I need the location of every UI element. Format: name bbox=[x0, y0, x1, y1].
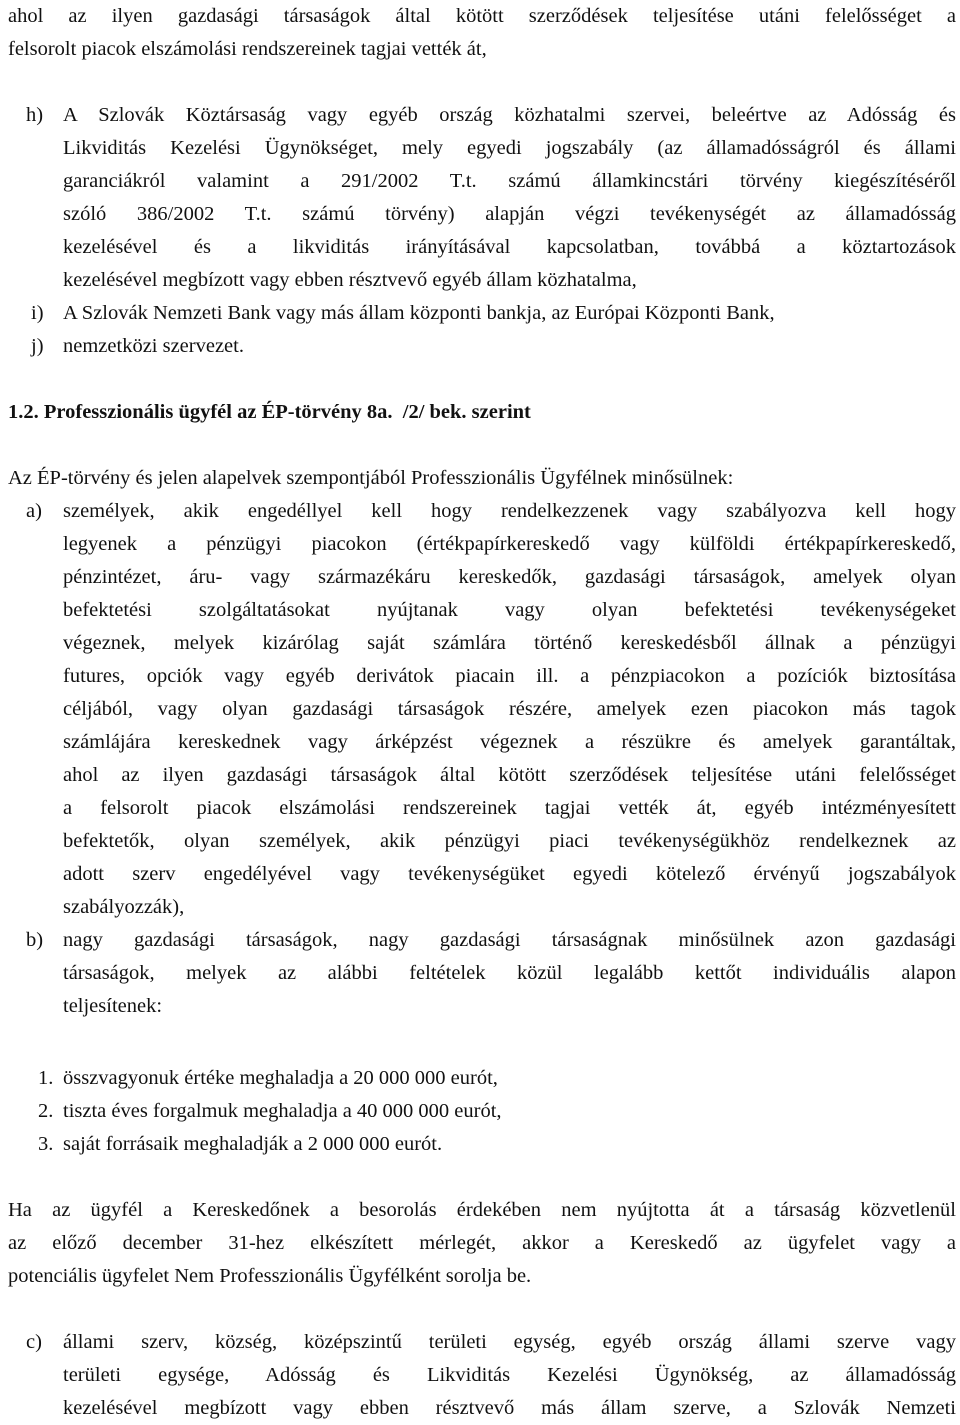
list-item-a-line: személyek, akik engedéllyel kell hogy rendelkezzenek vagy szabályozva kell hogy bbox=[63, 500, 956, 522]
list-item-h-line: garanciákról valamint a 291/2002 T.t. számú államkincstári törvény kiegészítéséről bbox=[63, 170, 956, 192]
list-marker-i: i) bbox=[31, 302, 44, 324]
list-item-h-line: kezelésével megbízott vagy ebben résztvevő egyéb állam közhatalma, bbox=[63, 269, 637, 291]
intro-line: Az ÉP-törvény és jelen alapelvek szempontjából Professzionális Ügyfélnek minősülnek: bbox=[8, 467, 734, 489]
list-item-a-line: a felsorolt piacok elszámolási rendszereinek tagjai vették át, egyéb intézményesített bbox=[63, 797, 956, 819]
list-item-a-line: futures, opciók vagy egyéb derivátok piacain ill. a pénzpiacokon a pozíciók biztosítása bbox=[63, 665, 956, 687]
list-item-a-line: ahol az ilyen gazdasági társaságok által kötött szerződések teljesítése utáni felelősséget bbox=[63, 764, 956, 786]
list-marker-c: c) bbox=[26, 1331, 42, 1353]
list-marker-a: a) bbox=[26, 500, 42, 522]
numbered-marker: 2. bbox=[38, 1100, 54, 1122]
list-item-b-line: társaságok, melyek az alábbi feltételek közül legalább kettőt individuális alapon bbox=[63, 962, 956, 984]
list-item-a-line: befektetők, olyan személyek, akik pénzügyi piaci tevékenységükhöz rendelkeznek az bbox=[63, 830, 956, 852]
list-item-h-line: Likviditás Kezelési Ügynökséget, mely egyedi jogszabály (az államadósságról és állami bbox=[63, 137, 956, 159]
list-item-h-line: szóló 386/2002 T.t. számú törvény) alapján végzi tevékenységét az államadósság bbox=[63, 203, 956, 225]
paragraph-line: Ha az ügyfél a Kereskedőnek a besorolás érdekében nem nyújtotta át a társaság közvetlenül bbox=[8, 1199, 956, 1221]
list-item-b-line: nagy gazdasági társaságok, nagy gazdasági társaságnak minősülnek azon gazdasági bbox=[63, 929, 956, 951]
list-item-a-line: legyenek a pénzügyi piacokon (értékpapírkereskedő vagy külföldi értékpapírkereskedő, bbox=[63, 533, 956, 555]
list-marker-j: j) bbox=[31, 335, 44, 357]
list-item-a-line: számlájára kereskednek vagy árképzést végeznek a részükre és amelyek garantáltak, bbox=[63, 731, 956, 753]
list-item-j-text: nemzetközi szervezet. bbox=[63, 335, 244, 357]
numbered-item: összvagyonuk értéke meghaladja a 20 000 000 eurót, bbox=[63, 1067, 498, 1089]
list-item-i-text: A Szlovák Nemzeti Bank vagy más állam központi bankja, az Európai Központi Bank, bbox=[63, 302, 775, 324]
list-marker-b: b) bbox=[26, 929, 44, 951]
numbered-marker: 3. bbox=[38, 1133, 54, 1155]
numbered-marker: 1. bbox=[38, 1067, 54, 1089]
numbered-item: tiszta éves forgalmuk meghaladja a 40 000 000 eurót, bbox=[63, 1100, 502, 1122]
list-item-c-line: állami szerv, község, középszintű területi egység, egyéb ország állami szerve vagy bbox=[63, 1331, 956, 1353]
list-item-a-line: szabályozzák), bbox=[63, 896, 185, 918]
paragraph-line: potenciális ügyfelet Nem Professzionális Ügyfélként sorolja be. bbox=[8, 1265, 532, 1287]
list-item-a-line: pénzintézet, áru- vagy származékáru kereskedők, gazdasági társaságok, amelyek olyan bbox=[63, 566, 956, 588]
list-item-a-line: befektetési szolgáltatásokat nyújtanak vagy olyan befektetési tevékenységeket bbox=[63, 599, 956, 621]
list-item-h-line: A Szlovák Köztársaság vagy egyéb ország közhatalmi szervei, beleértve az Adósság és bbox=[63, 104, 956, 126]
list-item-b-line: teljesítenek: bbox=[63, 995, 163, 1017]
numbered-item: saját forrásaik meghaladják a 2 000 000 eurót. bbox=[63, 1133, 443, 1155]
list-item-a-line: céljából, vagy olyan gazdasági társaságok részére, amelyek ezen piacokon más tagok bbox=[63, 698, 956, 720]
list-item-c-line: területi egysége, Adósság és Likviditás Kezelési Ügynökség, az államadósság bbox=[63, 1364, 956, 1386]
paragraph-line: ahol az ilyen gazdasági társaságok által kötött szerződések teljesítése utáni felelősséget a bbox=[8, 5, 956, 27]
list-item-h-line: kezelésével és a likviditás irányításával kapcsolatban, továbbá a köztartozások bbox=[63, 236, 956, 258]
list-item-a-line: végeznek, melyek kizárólag saját számlára történő kereskedésből állnak a pénzügyi bbox=[63, 632, 956, 654]
paragraph-line: felsorolt piacok elszámolási rendszereinek tagjai vették át, bbox=[8, 38, 487, 60]
list-item-c-line: kezelésével megbízott vagy ebben résztvevő más állam szerve, a Szlovák Nemzeti bbox=[63, 1397, 956, 1419]
paragraph-line: az előző december 31-hez elkészített mérlegét, akkor a Kereskedő az ügyfelet vagy a bbox=[8, 1232, 956, 1254]
list-item-a-line: adott szerv engedélyével vagy tevékenységüket egyedi kötelező érvényű jogszabályok bbox=[63, 863, 956, 885]
list-marker-h: h) bbox=[26, 104, 44, 126]
section-heading: 1.2. Professzionális ügyfél az ÉP-törvény 8a. /2/ bek. szerint bbox=[8, 401, 531, 423]
